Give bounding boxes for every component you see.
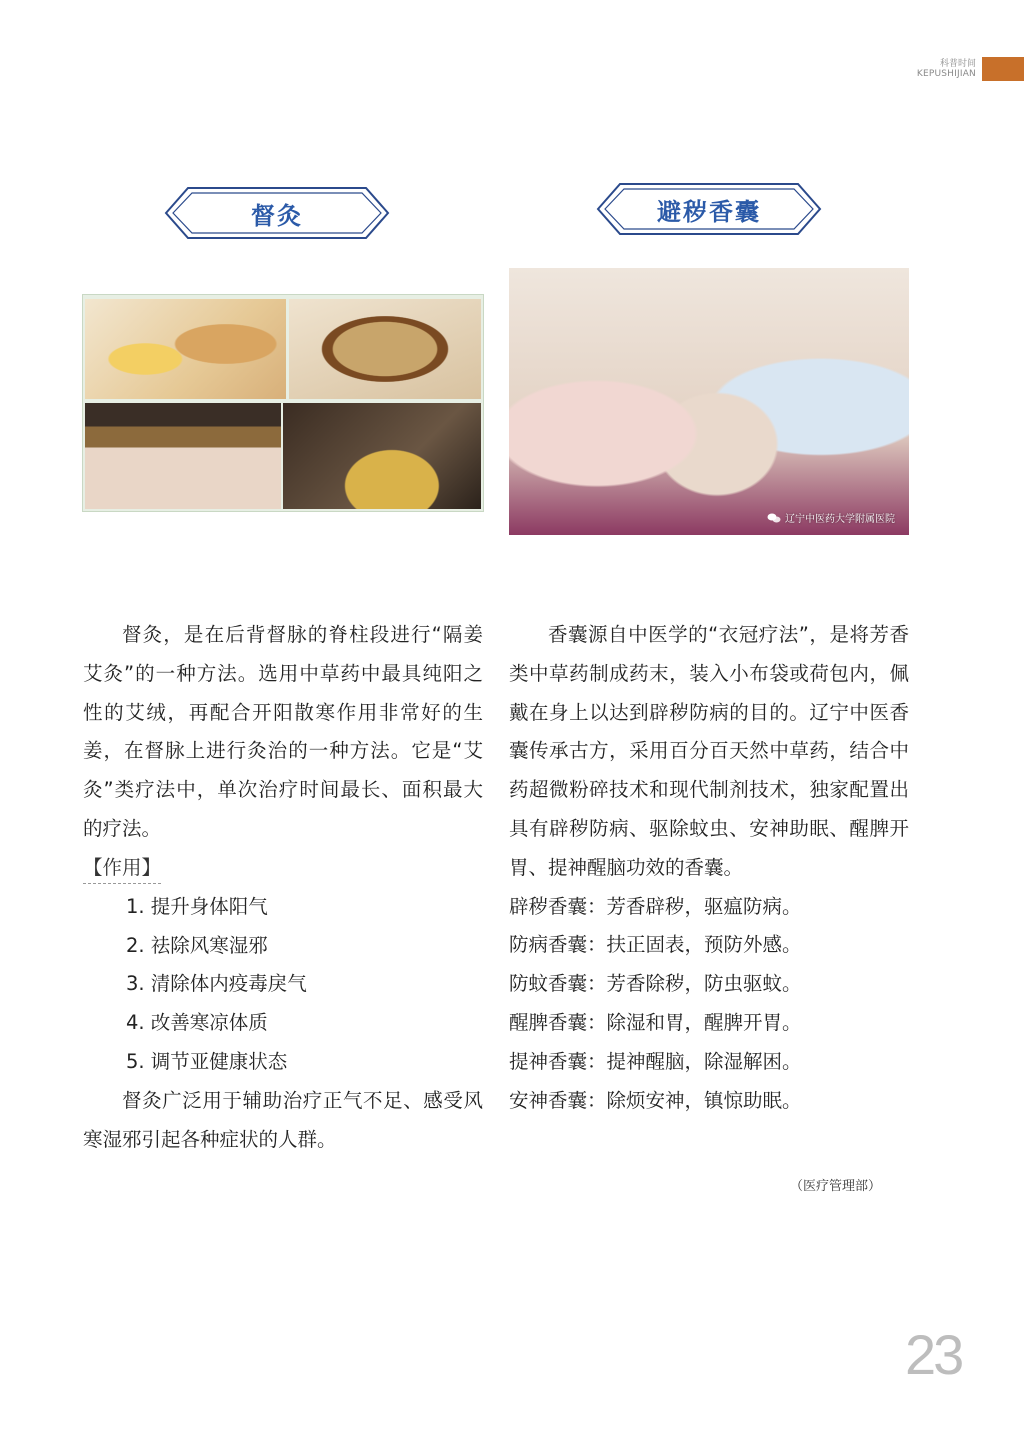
list-item: 醒脾香囊：除湿和胃，醒脾开胃。 (509, 1010, 802, 1034)
watermark-text: 辽宁中医药大学附属医院 (785, 514, 895, 525)
section-accent-bar (982, 57, 1024, 81)
banner-title: 督灸 (251, 200, 303, 230)
sachet-photo (509, 268, 909, 535)
sachet-banner (596, 182, 822, 236)
list-item: 5. 调节亚健康状态 (126, 1049, 288, 1073)
moxa-preparation-photo (283, 403, 481, 509)
section-title-pinyin: KEPUSHIJIAN (916, 69, 976, 79)
list-item: 防病香囊：扶正固表，预防外感。 (509, 933, 802, 957)
section-title: 科普时间 (939, 59, 976, 69)
list-item: 安神香囊：除烦安神，镇惊助眠。 (509, 1088, 802, 1112)
list-item: 3. 清除体内疫毒戾气 (126, 972, 307, 996)
ginger-photo (85, 299, 286, 399)
effects-list (83, 888, 483, 1082)
list-item: 提神香囊：提神醒脑，除湿解困。 (509, 1049, 802, 1073)
moxibustion-photo-collage (82, 294, 484, 512)
wechat-icon (767, 513, 781, 523)
photo-watermark (767, 510, 895, 525)
sachet-list (509, 888, 909, 1121)
moxibustion-closing: 督灸广泛用于辅助治疗正气不足、感受风寒湿邪引起各种症状的人群。 (83, 1088, 483, 1151)
moxibustion-intro: 督灸，是在后背督脉的脊柱段进行“隔姜艾灸”的一种方法。选用中草药中最具纯阳之性的艾绒，再配合开阳散寒作用非常好的生姜，在督脉上进行灸治的一种方法。它是“艾灸”类疗法中，单次治疗时间最长、面积最大的疗法。 (83, 623, 483, 840)
page-number: 23 (905, 1323, 962, 1386)
list-item: 1. 提升身体阳气 (126, 894, 268, 918)
moxibustion-banner (164, 186, 390, 240)
list-item: 2. 祛除风寒湿邪 (126, 933, 268, 957)
ginger-powder-photo (289, 299, 481, 399)
author-signature: （医疗管理部） (790, 1179, 882, 1194)
effects-heading: 【作用】 (83, 853, 161, 884)
sachet-text (509, 616, 909, 1120)
banner-title: 避秽香囊 (657, 196, 761, 226)
back-treatment-photo (85, 403, 281, 509)
sachet-intro: 香囊源自中医学的“衣冠疗法”，是将芳香类中草药制成药末，装入小布袋或荷包内，佩戴在身上以达到辟秽防病的目的。辽宁中医香囊传承古方，采用百分百天然中草药，结合中药超微粉碎技术和现代制剂技术，独家配置出具有辟秽防病、驱除蚊虫、安神助眠、醒脾开胃、提神醒脑功效的香囊。 (509, 623, 909, 879)
moxibustion-text (83, 616, 483, 1159)
list-item: 防蚊香囊：芳香除秽，防虫驱蚊。 (509, 972, 802, 996)
list-item: 4. 改善寒凉体质 (126, 1011, 268, 1035)
list-item: 辟秽香囊：芳香辟秽，驱瘟防病。 (509, 894, 802, 918)
